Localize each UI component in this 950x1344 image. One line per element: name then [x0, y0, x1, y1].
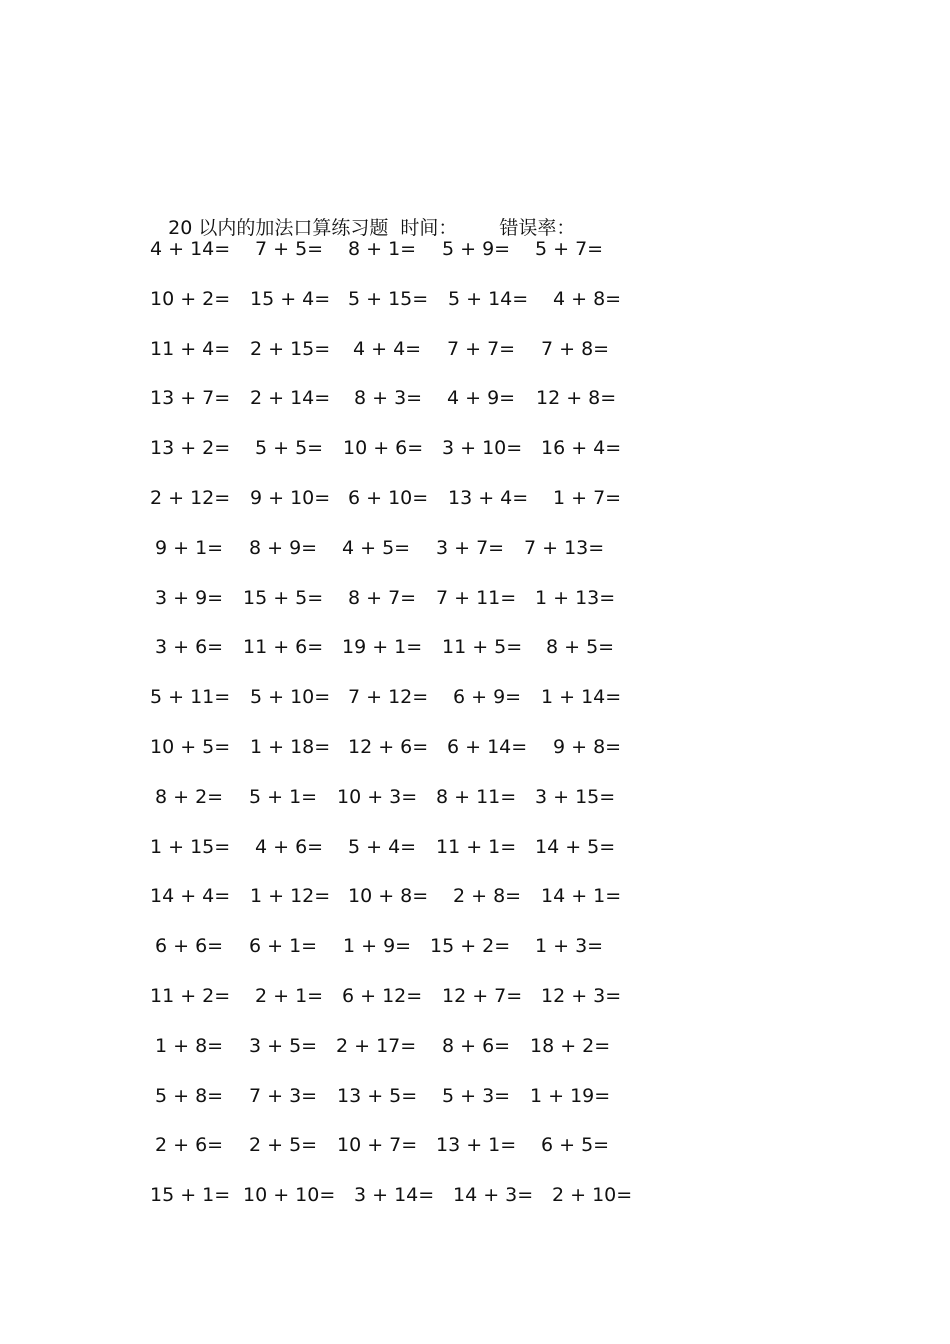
problem-item: 3 + 10= [442, 437, 523, 460]
problem-item: 5 + 1= [249, 785, 318, 808]
problem-item: 14 + 5= [535, 835, 616, 858]
problem-item: 11 + 4= [150, 337, 231, 360]
problem-row [140, 232, 660, 282]
problem-item: 14 + 3= [453, 1184, 534, 1207]
problem-row [140, 332, 660, 382]
problem-item: 13 + 2= [150, 437, 231, 460]
problem-item: 15 + 4= [250, 287, 331, 310]
problem-row [140, 979, 660, 1029]
problem-item: 8 + 11= [436, 785, 517, 808]
problem-item: 10 + 3= [337, 785, 418, 808]
problem-item: 6 + 10= [348, 486, 429, 509]
problem-item: 11 + 5= [442, 636, 523, 659]
problem-item: 11 + 1= [436, 835, 517, 858]
problem-item: 9 + 1= [155, 536, 224, 559]
problem-row [140, 680, 660, 730]
problem-item: 6 + 12= [342, 984, 423, 1007]
problem-item: 11 + 2= [150, 984, 231, 1007]
problem-item: 5 + 15= [348, 287, 429, 310]
problem-item: 4 + 6= [255, 835, 324, 858]
problem-item: 1 + 12= [250, 885, 331, 908]
error-rate-label: 错误率： [499, 217, 576, 239]
problem-item: 4 + 9= [447, 387, 516, 410]
problem-item: 6 + 1= [249, 935, 318, 958]
problem-item: 7 + 3= [249, 1084, 318, 1107]
time-label: 时间： [400, 217, 458, 239]
problem-row [140, 929, 660, 979]
problem-item: 2 + 8= [453, 885, 522, 908]
problem-item: 5 + 8= [155, 1084, 224, 1107]
problem-item: 6 + 9= [453, 686, 522, 709]
problem-item: 10 + 2= [150, 287, 231, 310]
problem-item: 1 + 18= [250, 735, 331, 758]
problem-item: 9 + 8= [553, 735, 622, 758]
problem-item: 3 + 5= [249, 1034, 318, 1057]
problem-item: 16 + 4= [541, 437, 622, 460]
problem-item: 1 + 7= [553, 486, 622, 509]
problem-item: 4 + 5= [342, 536, 411, 559]
problem-item: 5 + 7= [535, 238, 604, 260]
problem-item: 1 + 8= [155, 1034, 224, 1057]
problem-item: 18 + 2= [530, 1034, 611, 1057]
problem-item: 8 + 5= [546, 636, 615, 659]
problem-item: 2 + 12= [150, 486, 231, 509]
problem-row [140, 1178, 660, 1228]
problem-item: 7 + 11= [436, 586, 517, 609]
problem-row [140, 730, 660, 780]
problem-grid [140, 232, 660, 1228]
problem-item: 8 + 1= [348, 238, 417, 260]
problem-item: 3 + 7= [436, 536, 505, 559]
problem-item: 6 + 5= [541, 1134, 610, 1157]
problem-item: 14 + 1= [541, 885, 622, 908]
problem-row [140, 282, 660, 332]
problem-row [140, 481, 660, 531]
problem-item: 4 + 4= [353, 337, 422, 360]
problem-item: 8 + 2= [155, 785, 224, 808]
problem-row [140, 630, 660, 680]
problem-row [140, 1029, 660, 1079]
problem-item: 13 + 4= [448, 486, 529, 509]
problem-item: 12 + 7= [442, 984, 523, 1007]
problem-item: 4 + 14= [150, 238, 231, 260]
problem-item: 7 + 13= [524, 536, 605, 559]
problem-item: 6 + 6= [155, 935, 224, 958]
problem-item: 2 + 14= [250, 387, 331, 410]
problem-item: 13 + 1= [436, 1134, 517, 1157]
problem-item: 8 + 6= [442, 1034, 511, 1057]
problem-item: 2 + 15= [250, 337, 331, 360]
problem-item: 13 + 5= [337, 1084, 418, 1107]
problem-item: 3 + 6= [155, 636, 224, 659]
problem-item: 11 + 6= [243, 636, 324, 659]
problem-item: 8 + 7= [348, 586, 417, 609]
problem-row [140, 531, 660, 581]
problem-item: 8 + 3= [354, 387, 423, 410]
problem-item: 10 + 10= [243, 1184, 336, 1207]
problem-item: 9 + 10= [250, 486, 331, 509]
problem-item: 10 + 5= [150, 735, 231, 758]
problem-item: 6 + 14= [447, 735, 528, 758]
problem-item: 2 + 1= [255, 984, 324, 1007]
problem-row [140, 581, 660, 631]
problem-row [140, 830, 660, 880]
problem-item: 10 + 7= [337, 1134, 418, 1157]
problem-item: 5 + 4= [348, 835, 417, 858]
problem-item: 5 + 14= [448, 287, 529, 310]
problem-item: 5 + 3= [442, 1084, 511, 1107]
worksheet-title: 20 以内的加法口算练习题 [168, 217, 389, 239]
problem-item: 15 + 5= [243, 586, 324, 609]
problem-item: 1 + 15= [150, 835, 231, 858]
problem-item: 2 + 6= [155, 1134, 224, 1157]
problem-item: 5 + 9= [442, 238, 511, 260]
problem-item: 15 + 1= [150, 1184, 231, 1207]
problem-item: 7 + 12= [348, 686, 429, 709]
problem-item: 5 + 5= [255, 437, 324, 460]
problem-row [140, 780, 660, 830]
problem-item: 4 + 8= [553, 287, 622, 310]
problem-row [140, 1079, 660, 1129]
problem-item: 8 + 9= [249, 536, 318, 559]
problem-item: 1 + 9= [343, 935, 412, 958]
problem-item: 1 + 13= [535, 586, 616, 609]
problem-item: 10 + 8= [348, 885, 429, 908]
problem-item: 19 + 1= [342, 636, 423, 659]
problem-item: 2 + 5= [249, 1134, 318, 1157]
problem-item: 10 + 6= [343, 437, 424, 460]
problem-item: 12 + 6= [348, 735, 429, 758]
problem-row [140, 431, 660, 481]
problem-item: 1 + 14= [541, 686, 622, 709]
problem-item: 1 + 19= [530, 1084, 611, 1107]
problem-row [140, 879, 660, 929]
problem-item: 2 + 17= [336, 1034, 417, 1057]
problem-item: 1 + 3= [535, 935, 604, 958]
problem-item: 12 + 3= [541, 984, 622, 1007]
problem-item: 2 + 10= [552, 1184, 633, 1207]
problem-item: 3 + 14= [354, 1184, 435, 1207]
problem-item: 12 + 8= [536, 387, 617, 410]
problem-item: 15 + 2= [430, 935, 511, 958]
problem-item: 7 + 8= [541, 337, 610, 360]
problem-item: 7 + 7= [447, 337, 516, 360]
problem-row [140, 381, 660, 431]
problem-item: 3 + 9= [155, 586, 224, 609]
problem-item: 5 + 10= [250, 686, 331, 709]
problem-item: 13 + 7= [150, 387, 231, 410]
problem-item: 3 + 15= [535, 785, 616, 808]
problem-item: 7 + 5= [255, 238, 324, 260]
problem-item: 14 + 4= [150, 885, 231, 908]
problem-row [140, 1128, 660, 1178]
problem-item: 5 + 11= [150, 686, 231, 709]
